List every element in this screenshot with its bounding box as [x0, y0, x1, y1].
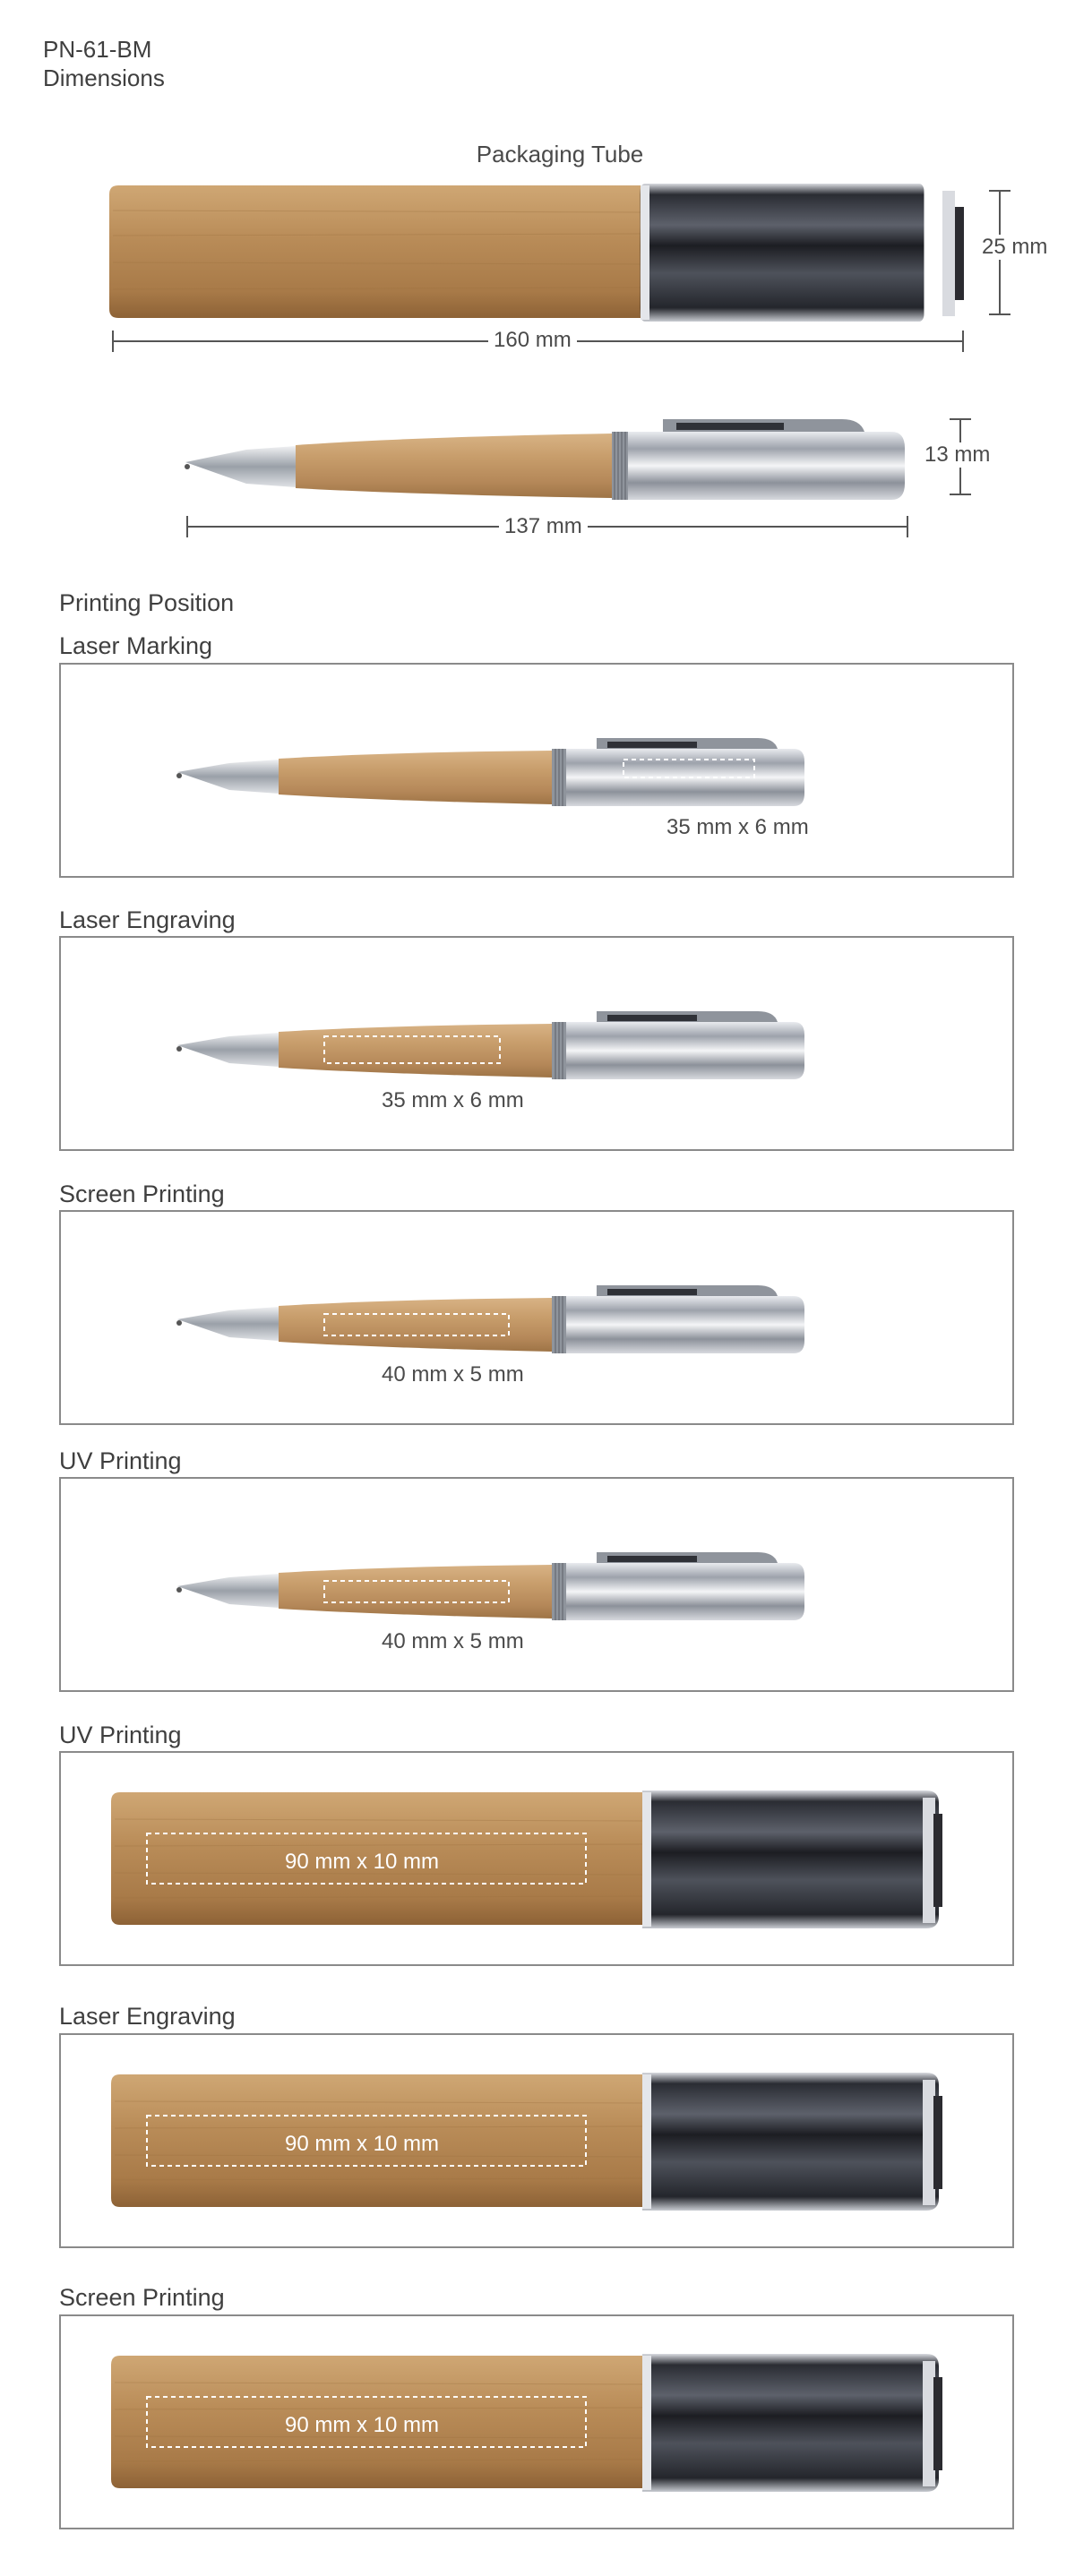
print-area-box: [59, 2033, 1014, 2248]
print-area-box: [59, 1751, 1014, 1966]
pen-image: [176, 1547, 874, 1627]
print-area-box: [59, 936, 1014, 1151]
print-area-box: [59, 1477, 1014, 1692]
imprint-size-label: 90 mm x 10 mm: [285, 2132, 440, 2156]
tube-title: Packaging Tube: [476, 141, 644, 167]
pen-image: [176, 1006, 874, 1086]
section-title-uv-printing-tube: UV Printing: [59, 1722, 182, 1748]
tube-image: [109, 1790, 969, 1930]
tube-length-label: 160 mm: [488, 328, 577, 353]
imprint-size-label: 35 mm x 6 mm: [666, 815, 809, 839]
pen-image: [176, 733, 874, 813]
pen-length-label: 137 mm: [499, 514, 588, 539]
print-area-box: [59, 1210, 1014, 1425]
tube-diameter-label: 25 mm: [976, 235, 1053, 260]
tube-image: [109, 2354, 969, 2494]
section-title-uv-printing: UV Printing: [59, 1447, 182, 1474]
imprint-size-label: 90 mm x 10 mm: [285, 1850, 440, 1874]
section-title-laser-engraving-tube: Laser Engraving: [59, 2003, 236, 2030]
printing-position-title: Printing Position: [59, 589, 235, 616]
print-area-box: [59, 2314, 1014, 2529]
print-area-box: [59, 663, 1014, 878]
dimensions-title: Dimensions: [43, 64, 165, 91]
imprint-size-label: 90 mm x 10 mm: [285, 2413, 440, 2437]
imprint-size-label: 40 mm x 5 mm: [382, 1629, 524, 1653]
section-title-laser-engraving: Laser Engraving: [59, 906, 236, 933]
section-title-laser-marking: Laser Marking: [59, 632, 213, 659]
section-title-screen-printing: Screen Printing: [59, 1181, 225, 1207]
tube-image: [109, 2073, 969, 2212]
imprint-size-label: 35 mm x 6 mm: [382, 1088, 524, 1112]
imprint-size-label: 40 mm x 5 mm: [382, 1362, 524, 1387]
pen-drawing: [184, 412, 1008, 546]
product-code: PN-61-BM: [43, 36, 152, 63]
packaging-tube-drawing: [108, 184, 1057, 363]
pen-image: [176, 1280, 874, 1361]
pen-diameter-label: 13 mm: [919, 442, 995, 468]
section-title-screen-printing-tube: Screen Printing: [59, 2284, 225, 2311]
